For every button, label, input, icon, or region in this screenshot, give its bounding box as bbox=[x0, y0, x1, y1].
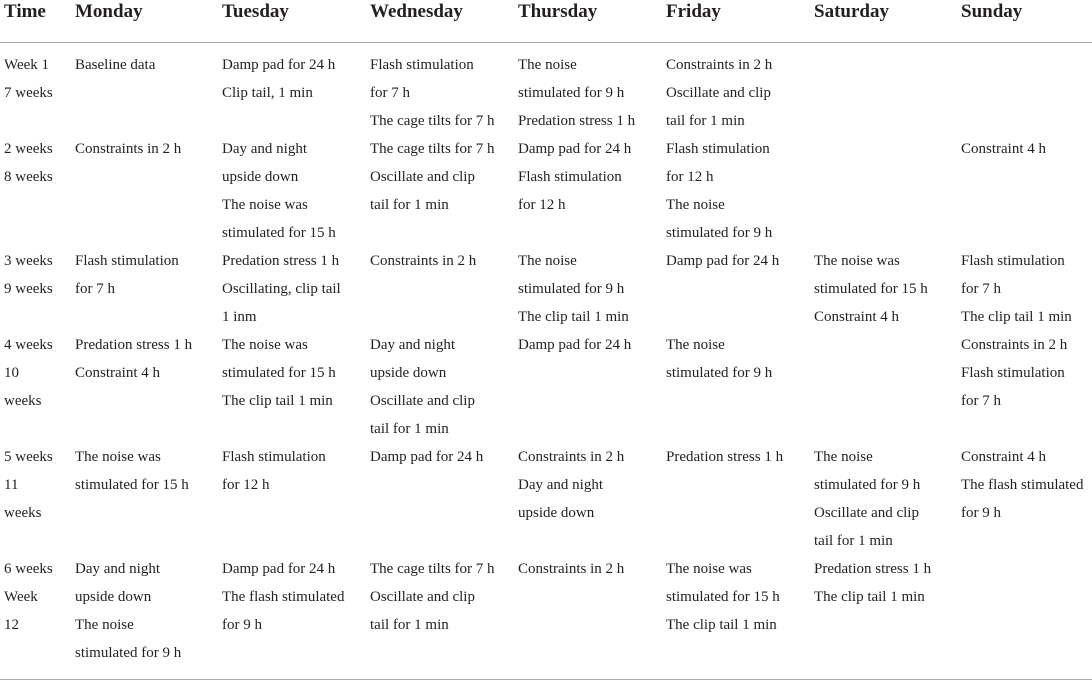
cell-line: 9 weeks bbox=[4, 281, 53, 297]
cell-tuesday bbox=[218, 43, 366, 136]
cell-line: Day and night bbox=[518, 477, 603, 493]
cell-tuesday bbox=[218, 135, 366, 247]
cell-line: The cage tilts for 7 h bbox=[370, 113, 495, 129]
cell-thursday bbox=[514, 43, 662, 136]
cell-line: The noise was bbox=[666, 561, 752, 577]
cell-saturday bbox=[810, 135, 957, 247]
cell-line: upside down bbox=[222, 169, 299, 185]
cell-line: Damp pad for 24 h bbox=[370, 449, 484, 465]
cell-line: Predation stress 1 h bbox=[222, 253, 340, 269]
cell-line: weeks bbox=[4, 505, 42, 521]
cell-friday bbox=[662, 443, 810, 555]
cell-line: Clip tail, 1 min bbox=[222, 85, 313, 101]
cell-line: Flash stimulation bbox=[518, 169, 622, 185]
cell-line: stimulated for 9 h bbox=[75, 645, 182, 661]
cell-line: 1 inm bbox=[222, 309, 257, 325]
cell-line: The noise was bbox=[75, 449, 161, 465]
cell-sunday bbox=[957, 247, 1092, 331]
cell-sunday bbox=[957, 135, 1092, 247]
cell-line: stimulated for 15 h bbox=[666, 589, 780, 605]
cell-line: stimulated for 9 h bbox=[518, 85, 625, 101]
cell-line: Constraint 4 h bbox=[961, 141, 1046, 157]
cell-sunday bbox=[957, 331, 1092, 443]
cell-line: Constraints in 2 h bbox=[961, 337, 1068, 353]
cell-time bbox=[0, 443, 70, 555]
cell-monday bbox=[70, 135, 218, 247]
cell-line: for 12 h bbox=[222, 477, 270, 493]
cell-line: Flash stimulation bbox=[370, 57, 474, 73]
cell-friday bbox=[662, 555, 810, 680]
cell-line: Week 1 bbox=[4, 57, 50, 73]
cell-line: The noise was bbox=[222, 197, 308, 213]
cell-tuesday bbox=[218, 443, 366, 555]
table-row bbox=[0, 43, 1092, 136]
cell-friday bbox=[662, 43, 810, 136]
cell-line: The noise bbox=[75, 617, 134, 633]
cell-saturday bbox=[810, 247, 957, 331]
cell-wednesday bbox=[366, 555, 514, 680]
cell-line: The clip tail 1 min bbox=[961, 309, 1072, 325]
cell-line: weeks bbox=[4, 393, 42, 409]
cell-thursday bbox=[514, 555, 662, 680]
cell-sunday bbox=[957, 555, 1092, 680]
cell-line: Damp pad for 24 h bbox=[518, 141, 632, 157]
table-row bbox=[0, 247, 1092, 331]
cell-time bbox=[0, 135, 70, 247]
cell-line: Constraint 4 h bbox=[814, 309, 899, 325]
cell-line: 2 weeks bbox=[4, 141, 53, 157]
cell-monday bbox=[70, 43, 218, 136]
cell-line: upside down bbox=[370, 365, 447, 381]
cell-line: The clip tail 1 min bbox=[814, 589, 925, 605]
cell-time bbox=[0, 43, 70, 136]
header-sunday: Sunday bbox=[961, 1, 1023, 22]
header-wednesday: Wednesday bbox=[370, 1, 463, 22]
cell-thursday bbox=[514, 331, 662, 443]
cell-friday bbox=[662, 331, 810, 443]
cell-line: tail for 1 min bbox=[814, 533, 893, 549]
cell-line: The noise was bbox=[814, 253, 900, 269]
cell-line: tail for 1 min bbox=[370, 421, 449, 437]
cell-tuesday bbox=[218, 331, 366, 443]
cell-line: upside down bbox=[518, 505, 595, 521]
cell-line: 12 bbox=[4, 617, 19, 633]
cell-tuesday bbox=[218, 247, 366, 331]
cell-line: Oscillate and clip bbox=[370, 169, 475, 185]
cell-line: The noise bbox=[814, 449, 873, 465]
cell-line: Damp pad for 24 h bbox=[666, 253, 780, 269]
cell-line: Day and night bbox=[75, 561, 160, 577]
cell-line: Damp pad for 24 h bbox=[518, 337, 632, 353]
cell-line: The cage tilts for 7 h bbox=[370, 561, 495, 577]
cell-line: The noise bbox=[518, 57, 577, 73]
cell-tuesday bbox=[218, 555, 366, 680]
cell-monday bbox=[70, 331, 218, 443]
cell-line: Constraint 4 h bbox=[75, 365, 160, 381]
cell-line: stimulated for 9 h bbox=[814, 477, 921, 493]
cell-line: The flash stimulated bbox=[222, 589, 345, 605]
cell-line: for 12 h bbox=[666, 169, 714, 185]
cell-thursday bbox=[514, 135, 662, 247]
header-tuesday: Tuesday bbox=[222, 1, 289, 22]
table-body bbox=[0, 43, 1092, 680]
cell-line: Baseline data bbox=[75, 57, 156, 73]
cell-time bbox=[0, 247, 70, 331]
cell-line: Constraints in 2 h bbox=[518, 449, 625, 465]
cell-sunday bbox=[957, 443, 1092, 555]
header-row bbox=[0, 0, 1092, 43]
cell-line: 3 weeks bbox=[4, 253, 53, 269]
cell-line: Predation stress 1 h bbox=[518, 113, 636, 129]
cell-wednesday bbox=[366, 247, 514, 331]
cell-line: 6 weeks bbox=[4, 561, 53, 577]
cell-line: stimulated for 15 h bbox=[814, 281, 928, 297]
cell-line: The noise bbox=[518, 253, 577, 269]
cell-thursday bbox=[514, 443, 662, 555]
cell-line: for 7 h bbox=[961, 281, 1001, 297]
cell-line: Constraints in 2 h bbox=[518, 561, 625, 577]
cell-line: Predation stress 1 h bbox=[666, 449, 784, 465]
cell-line: upside down bbox=[75, 589, 152, 605]
cell-line: The flash stimulated bbox=[961, 477, 1084, 493]
cell-thursday bbox=[514, 247, 662, 331]
cell-line: Oscillating, clip tail bbox=[222, 281, 341, 297]
cell-wednesday bbox=[366, 331, 514, 443]
header-thursday: Thursday bbox=[518, 1, 598, 22]
cell-line: Flash stimulation bbox=[666, 141, 770, 157]
cell-sunday bbox=[957, 43, 1092, 136]
cell-line: 7 weeks bbox=[4, 85, 53, 101]
cell-time bbox=[0, 331, 70, 443]
cell-monday bbox=[70, 443, 218, 555]
header-saturday: Saturday bbox=[814, 1, 889, 22]
table-row bbox=[0, 135, 1092, 247]
cell-time bbox=[0, 555, 70, 680]
cell-line: for 7 h bbox=[961, 393, 1001, 409]
cell-line: The clip tail 1 min bbox=[666, 617, 777, 633]
cell-line: Flash stimulation bbox=[961, 253, 1065, 269]
cell-line: tail for 1 min bbox=[666, 113, 745, 129]
cell-line: 5 weeks bbox=[4, 449, 53, 465]
cell-saturday bbox=[810, 555, 957, 680]
cell-line: The clip tail 1 min bbox=[222, 393, 333, 409]
header-monday: Monday bbox=[75, 1, 143, 22]
cell-line: for 9 h bbox=[222, 617, 262, 633]
cell-line: Oscillate and clip bbox=[370, 393, 475, 409]
cell-line: stimulated for 15 h bbox=[222, 225, 336, 241]
table-row bbox=[0, 443, 1092, 555]
cell-line: 10 bbox=[4, 365, 19, 381]
cell-line: for 12 h bbox=[518, 197, 566, 213]
cell-line: stimulated for 9 h bbox=[666, 365, 773, 381]
cell-line: Predation stress 1 h bbox=[814, 561, 932, 577]
cell-line: tail for 1 min bbox=[370, 617, 449, 633]
cell-line: The noise bbox=[666, 197, 725, 213]
cell-line: stimulated for 9 h bbox=[666, 225, 773, 241]
cell-line: The noise was bbox=[222, 337, 308, 353]
cell-line: The cage tilts for 7 h bbox=[370, 141, 495, 157]
cell-line: 11 bbox=[4, 477, 19, 493]
cell-line: Day and night bbox=[370, 337, 455, 353]
cell-line: for 7 h bbox=[75, 281, 115, 297]
cell-line: Oscillate and clip bbox=[814, 505, 919, 521]
table-row bbox=[0, 331, 1092, 443]
cell-line: for 9 h bbox=[961, 505, 1001, 521]
cell-line: Damp pad for 24 h bbox=[222, 57, 336, 73]
cell-line: 8 weeks bbox=[4, 169, 53, 185]
cell-line: for 7 h bbox=[370, 85, 410, 101]
cell-wednesday bbox=[366, 43, 514, 136]
cell-monday bbox=[70, 555, 218, 680]
header-friday: Friday bbox=[666, 1, 721, 22]
cell-line: Oscillate and clip bbox=[370, 589, 475, 605]
cell-line: stimulated for 15 h bbox=[75, 477, 189, 493]
cell-friday bbox=[662, 247, 810, 331]
cell-line: Flash stimulation bbox=[75, 253, 179, 269]
cell-wednesday bbox=[366, 135, 514, 247]
cell-line: stimulated for 15 h bbox=[222, 365, 336, 381]
header-time: Time bbox=[4, 1, 46, 22]
cell-line: Damp pad for 24 h bbox=[222, 561, 336, 577]
table-row bbox=[0, 555, 1092, 680]
cell-saturday bbox=[810, 43, 957, 136]
cell-friday bbox=[662, 135, 810, 247]
cell-wednesday bbox=[366, 443, 514, 555]
cell-monday bbox=[70, 247, 218, 331]
cell-line: Flash stimulation bbox=[222, 449, 326, 465]
cell-line: Constraints in 2 h bbox=[666, 57, 773, 73]
cell-line: 4 weeks bbox=[4, 337, 53, 353]
cell-line: Day and night bbox=[222, 141, 307, 157]
table-header bbox=[0, 0, 1092, 43]
cell-line: Constraints in 2 h bbox=[370, 253, 477, 269]
cell-saturday bbox=[810, 443, 957, 555]
cell-line: tail for 1 min bbox=[370, 197, 449, 213]
cell-line: Oscillate and clip bbox=[666, 85, 771, 101]
cell-line: Predation stress 1 h bbox=[75, 337, 193, 353]
cell-line: Constraints in 2 h bbox=[75, 141, 182, 157]
cell-line: Flash stimulation bbox=[961, 365, 1065, 381]
cell-line: Week bbox=[4, 589, 38, 605]
cell-line: Constraint 4 h bbox=[961, 449, 1046, 465]
cell-saturday bbox=[810, 331, 957, 443]
cell-line: The clip tail 1 min bbox=[518, 309, 629, 325]
cell-line: stimulated for 9 h bbox=[518, 281, 625, 297]
cell-line: The noise bbox=[666, 337, 725, 353]
